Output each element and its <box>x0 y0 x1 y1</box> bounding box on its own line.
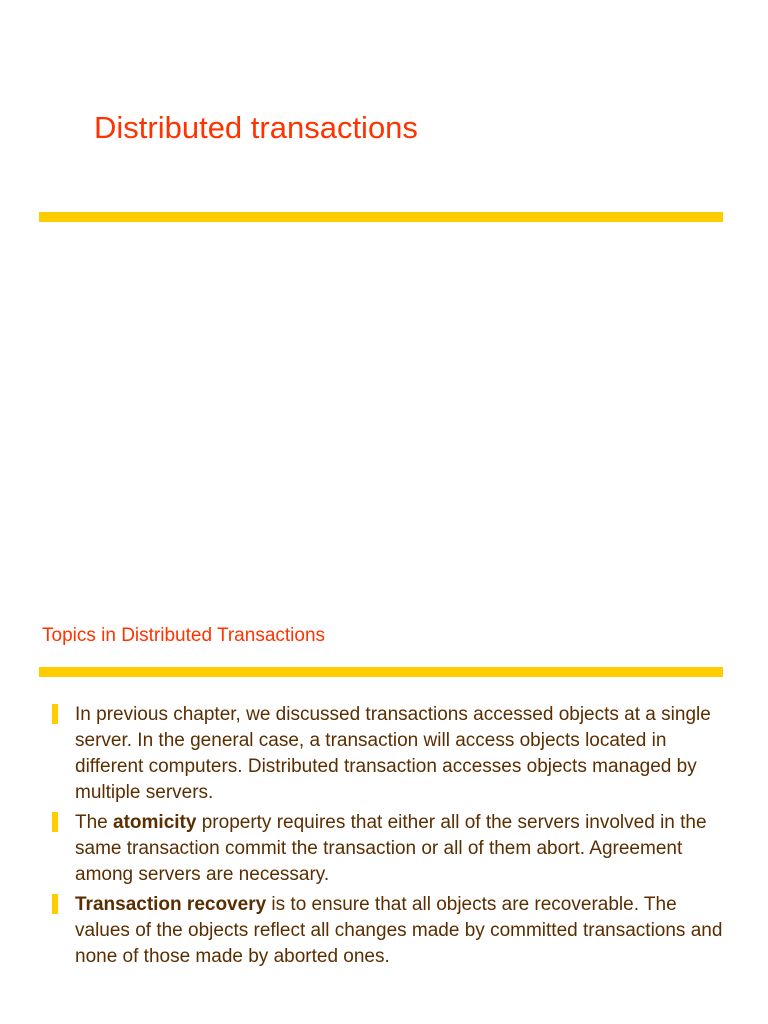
bullet-text <box>75 810 725 888</box>
bullet-bold-term: Transaction recovery <box>75 894 267 915</box>
bullet-text <box>75 702 725 806</box>
section-heading: Topics in Distributed Transactions <box>42 625 326 646</box>
title-divider <box>39 212 723 222</box>
bullet-marker-icon <box>52 812 58 832</box>
section-divider <box>39 667 723 677</box>
bullet-bold-term: atomicity <box>113 812 197 833</box>
bullet-body: In previous chapter, we discussed transactions accessed objects at a single server. In the general case, a transaction will access objects located in different computers. Distributed transaction accesses objects managed by multiple servers. <box>75 704 711 803</box>
bullet-item <box>0 892 768 970</box>
bullet-item <box>0 810 768 888</box>
bullet-body: is to ensure that all objects are recoverable. The values of the objects reflect all changes made by committed transactions and none of those made by aborted ones. <box>75 894 723 967</box>
bullet-marker-icon <box>52 894 58 914</box>
bullet-list <box>0 702 768 974</box>
bullet-text <box>75 892 725 970</box>
bullet-body: property requires that either all of the servers involved in the same transaction commit the transaction or all of them abort. Agreement among servers are necessary. <box>75 812 707 885</box>
bullet-lead: The <box>75 812 114 833</box>
bullet-item <box>0 702 768 806</box>
bullet-marker-icon <box>52 704 58 724</box>
slide-title: Distributed transactions <box>94 110 418 145</box>
